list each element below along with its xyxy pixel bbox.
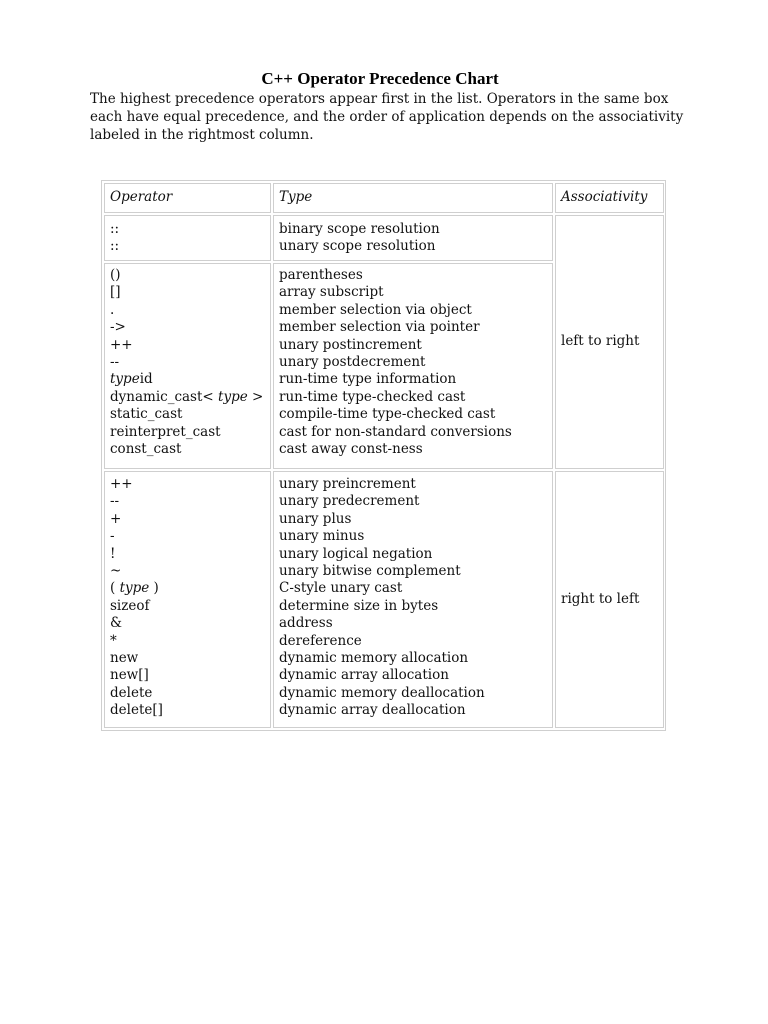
type-cell: address xyxy=(279,615,333,632)
group-2-types xyxy=(273,263,553,469)
type-cell: cast away const-ness xyxy=(279,440,423,457)
type-cell: binary scope resolution xyxy=(279,221,440,237)
type-cell: parentheses xyxy=(279,267,363,283)
group-3-operators xyxy=(104,471,271,728)
header-type xyxy=(273,183,553,213)
type-cell: dynamic memory allocation xyxy=(279,649,469,666)
header-associativity xyxy=(555,183,664,213)
operator-cell: reinterpret_cast xyxy=(110,423,221,440)
group-2-operators xyxy=(104,263,271,469)
type-cell: dynamic array allocation xyxy=(279,667,449,684)
operator-cell: ++ xyxy=(110,336,133,353)
intro-paragraph xyxy=(90,90,684,144)
type-cell: unary postdecrement xyxy=(279,353,426,370)
header-operator-label: Operator xyxy=(110,189,173,206)
operator-cell: -- xyxy=(110,353,120,370)
type-cell: run-time type-checked cast xyxy=(279,388,466,405)
operator-cell: ! xyxy=(110,545,116,562)
operator-cell: ++ xyxy=(110,476,133,492)
operator-cell: -> xyxy=(110,319,126,336)
operator-cell: -- xyxy=(110,493,120,510)
intro-line: labeled in the rightmost column. xyxy=(90,127,314,143)
precedence-table xyxy=(101,180,666,731)
type-cell: unary predecrement xyxy=(279,493,420,510)
type-cell: dynamic memory deallocation xyxy=(279,684,485,701)
type-cell: unary postincrement xyxy=(279,336,422,353)
operator-cell: - xyxy=(110,528,115,545)
header-operator xyxy=(104,183,271,213)
type-cell: member selection via pointer xyxy=(279,319,480,336)
operator-cell: sizeof xyxy=(110,597,150,614)
operator-cell: typeid xyxy=(110,371,153,388)
operator-cell: :: xyxy=(110,238,120,255)
operator-cell: new xyxy=(110,649,139,666)
operator-cell: delete xyxy=(110,684,153,701)
type-cell: C-style unary cast xyxy=(279,580,403,597)
type-cell: compile-time type-checked cast xyxy=(279,406,496,423)
operator-cell: () xyxy=(110,267,121,283)
operator-cell: dynamic_cast< type > xyxy=(110,388,264,405)
group-1-types xyxy=(273,215,553,261)
operator-cell: const_cast xyxy=(110,440,182,457)
type-cell: run-time type information xyxy=(279,371,457,388)
type-cell: unary scope resolution xyxy=(279,238,436,255)
operator-cell: & xyxy=(110,615,123,632)
type-cell: determine size in bytes xyxy=(279,597,439,614)
operator-cell: [] xyxy=(110,284,121,301)
intro-line: The highest precedence operators appear first in the list. Operators in the same box xyxy=(90,91,669,107)
type-cell: unary logical negation xyxy=(279,545,433,562)
type-cell: member selection via object xyxy=(279,301,472,318)
intro-line: each have equal precedence, and the order of application depends on the associativity xyxy=(90,109,684,125)
type-cell: array subscript xyxy=(279,284,384,301)
header-associativity-label: Associativity xyxy=(561,189,648,206)
type-cell: dynamic array deallocation xyxy=(279,702,466,719)
operator-cell: ( type ) xyxy=(110,580,159,597)
operator-cell: * xyxy=(110,632,117,649)
group-1-operators xyxy=(104,215,271,261)
type-cell: unary bitwise complement xyxy=(279,562,461,579)
type-cell: cast for non-standard conversions xyxy=(279,423,512,440)
associativity-left-to-right xyxy=(555,215,664,469)
operator-cell: new[] xyxy=(110,667,149,684)
operator-cell: delete[] xyxy=(110,702,163,719)
header-type-label: Type xyxy=(279,189,313,206)
group-3-types xyxy=(273,471,553,728)
page-title: C++ Operator Precedence Chart xyxy=(261,69,499,88)
associativity-right-to-left xyxy=(555,471,664,728)
type-cell: dereference xyxy=(279,632,362,649)
associativity-label: right to left xyxy=(561,590,640,607)
type-cell: unary minus xyxy=(279,528,365,545)
operator-cell: . xyxy=(110,301,115,318)
operator-cell: :: xyxy=(110,221,120,237)
associativity-label: left to right xyxy=(561,333,640,350)
operator-cell: ~ xyxy=(110,562,122,579)
operator-cell: static_cast xyxy=(110,406,183,423)
operator-cell: + xyxy=(110,510,122,527)
type-cell: unary preincrement xyxy=(279,476,416,492)
type-cell: unary plus xyxy=(279,510,352,527)
